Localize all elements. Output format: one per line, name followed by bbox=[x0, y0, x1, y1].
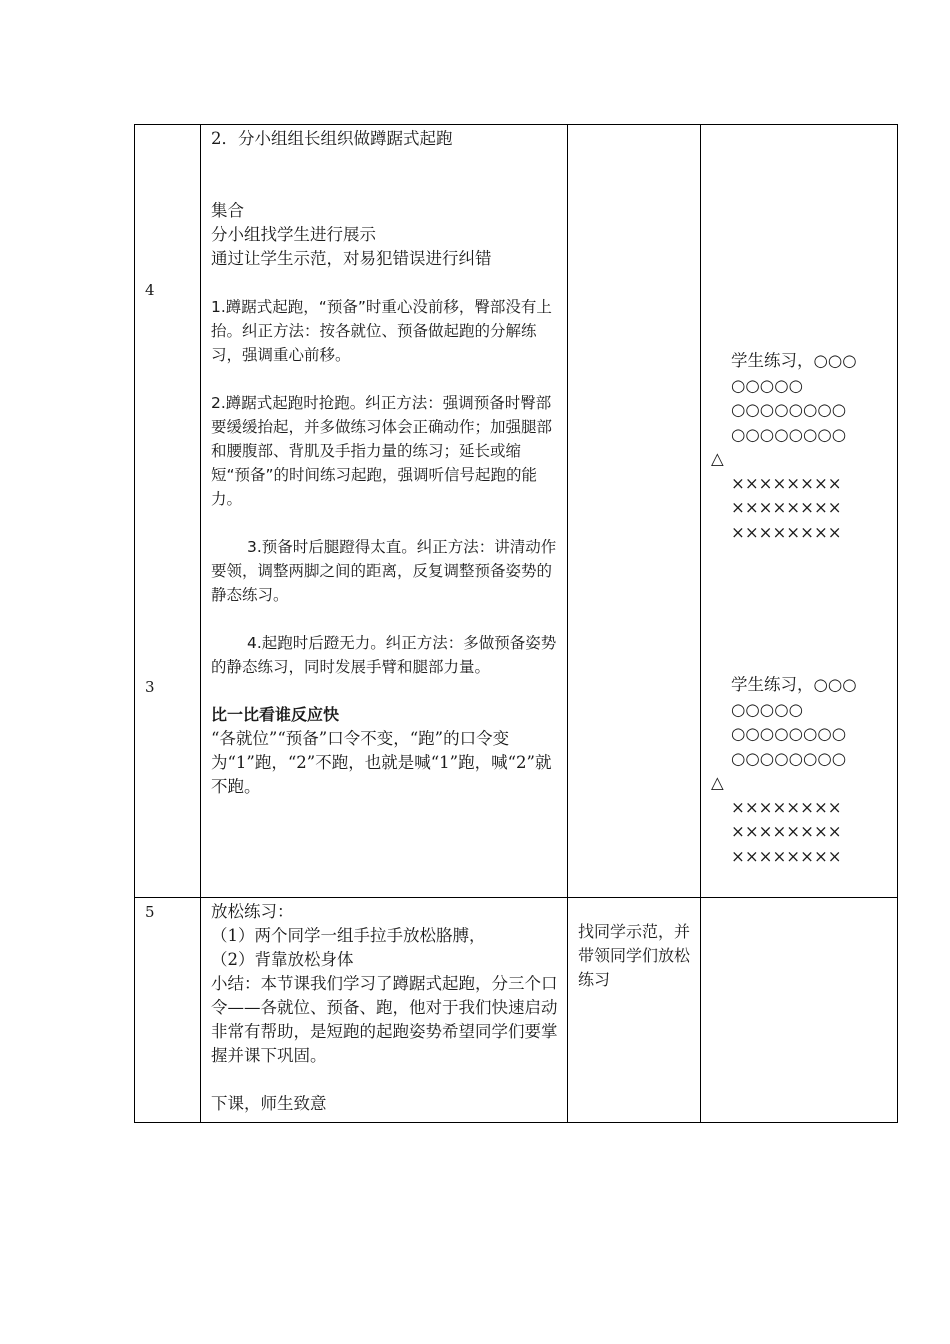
formation-diagram bbox=[711, 673, 885, 869]
formation-line: ○○○○○○○○ bbox=[731, 748, 847, 768]
formation-line: ○○○○○○○○ bbox=[731, 424, 847, 444]
teacher-marker: △ bbox=[711, 449, 724, 468]
content-text bbox=[211, 900, 559, 1116]
formation-cell bbox=[701, 125, 898, 898]
row-number: 3 bbox=[145, 678, 155, 696]
formation-label: 学生练习，○○○ bbox=[731, 675, 857, 694]
paragraph: 放松练习： bbox=[211, 902, 294, 921]
formation-line: ×××××××× bbox=[731, 522, 842, 542]
paragraph: 集合 bbox=[211, 201, 244, 220]
paragraph: （1）两个同学一组手拉手放松胳膊， bbox=[211, 926, 486, 945]
teacher-marker: △ bbox=[711, 773, 724, 792]
paragraph: 下课，师生致意 bbox=[211, 1094, 327, 1113]
game-title: 比一比看谁反应快 bbox=[211, 705, 340, 724]
time-cell bbox=[135, 125, 201, 898]
formation-line: ○○○○○ bbox=[731, 375, 803, 395]
content-cell bbox=[201, 125, 568, 898]
paragraph: 4.起跑时后蹬无力。纠正方法：多做预备姿势的静态练习，同时发展手臂和腿部力量。 bbox=[211, 634, 557, 676]
paragraph: 3.预备时后腿蹬得太直。纠正方法：讲清动作要领，调整两脚之间的距离，反复调整预备姿势的静态练习。 bbox=[211, 538, 557, 604]
time-cell bbox=[135, 898, 201, 1123]
row-number: 4 bbox=[145, 281, 155, 299]
formation-line: ×××××××× bbox=[731, 797, 842, 817]
content-cell bbox=[201, 898, 568, 1123]
paragraph: 2．分小组组长组织做蹲踞式起跑 bbox=[211, 129, 453, 148]
row-number: 5 bbox=[145, 903, 155, 921]
formation-line: ×××××××× bbox=[731, 473, 842, 493]
table-row bbox=[135, 898, 898, 1123]
formation-line: ×××××××× bbox=[731, 498, 842, 517]
paragraph: 通过让学生示范，对易犯错误进行纠错 bbox=[211, 249, 492, 268]
formation-label: 学生练习，○○○ bbox=[731, 351, 857, 370]
lesson-plan-table bbox=[134, 124, 898, 1123]
table-row bbox=[135, 125, 898, 898]
paragraph: 1.蹲踞式起跑，“预备”时重心没前移，臀部没有上抬。纠正方法：按各就位、预备做起跑的分解练习，强调重心前移。 bbox=[211, 298, 552, 364]
paragraph: （2）背靠放松身体 bbox=[211, 950, 354, 969]
formation-line: ○○○○○ bbox=[731, 699, 803, 719]
formation-line: ○○○○○○○○ bbox=[731, 724, 847, 743]
paragraph: 分小组找学生进行展示 bbox=[211, 225, 376, 244]
formation-diagram bbox=[711, 349, 885, 545]
paragraph: 小结：本节课我们学习了蹲踞式起跑，分三个口令——各就位、预备、跑，他对于我们快速启动非常有帮助，是短跑的起跑姿势希望同学们要掌握并课下巩固。 bbox=[211, 974, 558, 1065]
content-text bbox=[211, 127, 559, 799]
method-cell bbox=[568, 898, 701, 1123]
method-text: 找同学示范，并带领同学们放松练习 bbox=[578, 922, 691, 989]
formation-line: ×××××××× bbox=[731, 822, 842, 841]
paragraph: “各就位”“预备”口令不变，“跑”的口令变为“1”跑，“2”不跑，也就是喊“1”跑，喊“2”就不跑。 bbox=[211, 729, 552, 796]
formation-line: ×××××××× bbox=[731, 846, 842, 866]
method-cell bbox=[568, 125, 701, 898]
formation-line: ○○○○○○○○ bbox=[731, 400, 847, 419]
paragraph: 2.蹲踞式起跑时抢跑。纠正方法：强调预备时臀部要缓缓抬起，并多做练习体会正确动作；加强腿部和腰腹部、背肌及手指力量的练习；延长或缩短“预备”的时间练习起跑，强调听信号起跑的能力。 bbox=[211, 394, 553, 508]
formation-cell bbox=[701, 898, 898, 1123]
